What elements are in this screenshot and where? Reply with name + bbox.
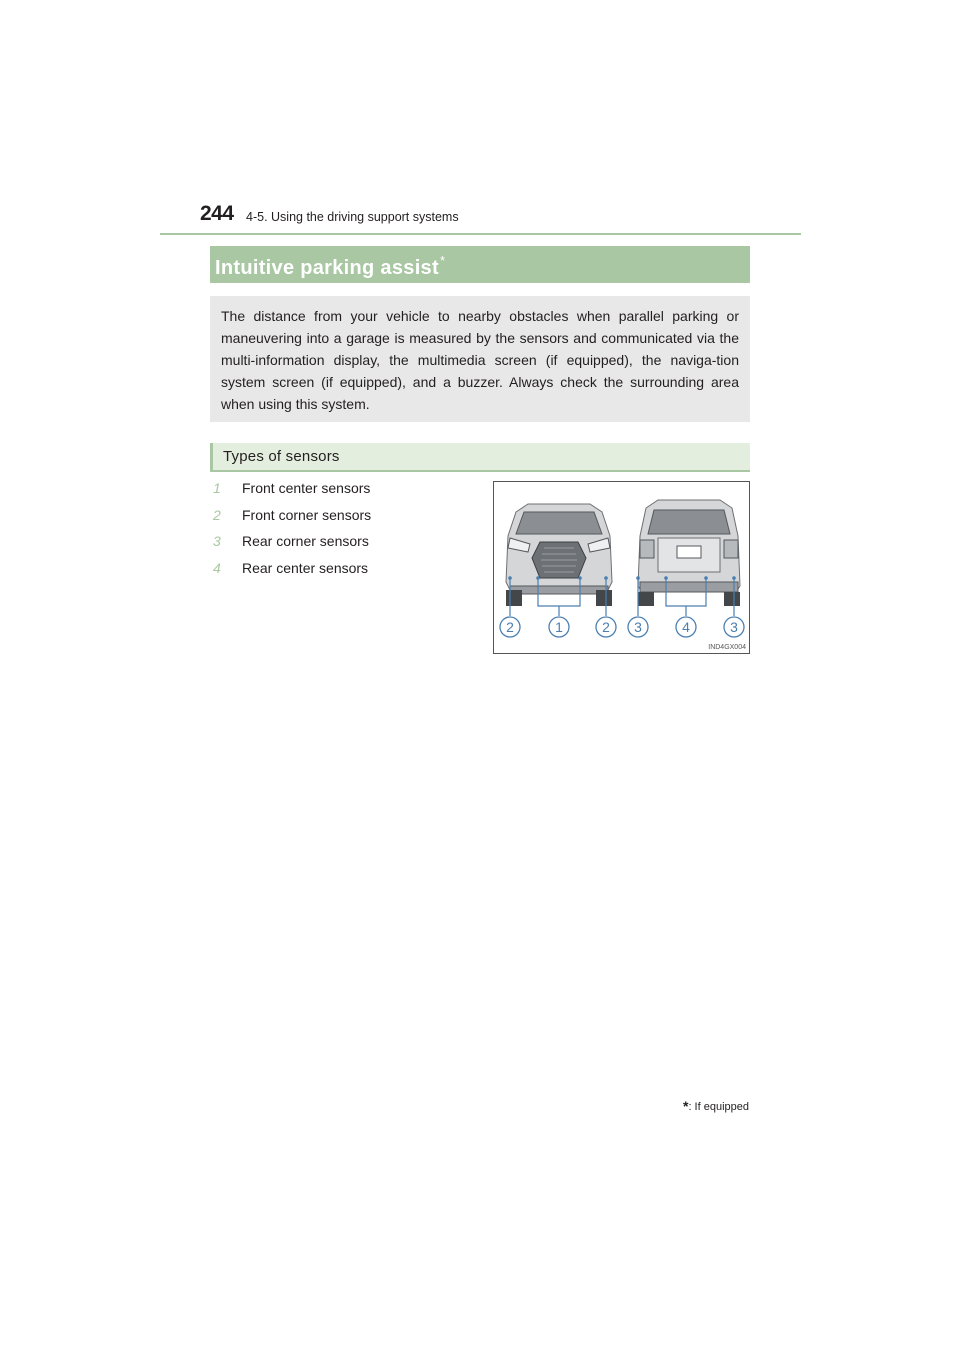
list-item [213, 477, 473, 504]
footnote-text: : If equipped [688, 1101, 749, 1113]
intro-text: The distance from your vehicle to nearby obstacles when parallel parking or maneuvering into a garage is measured by the sensors and communicated via the multi-information display, the multimedia screen (if equipped), the naviga-tion system screen (if equipped), and a buzzer. Always check the surrounding area when using this system. [221, 308, 739, 412]
item-label: Front corner sensors [242, 506, 372, 523]
figure-code: IND4GX004 [708, 644, 746, 651]
callout-label: 3 [730, 619, 738, 635]
title-bar [210, 246, 750, 283]
vehicle-rear-illustration [638, 500, 740, 606]
sensor-diagram [493, 481, 750, 654]
page-title [215, 253, 445, 280]
subheading: Types of sensors [223, 448, 340, 465]
vehicle-front-illustration [506, 504, 612, 606]
callout-label: 4 [682, 619, 690, 635]
footnote-marker: * [682, 1098, 689, 1114]
page-title-text: Intuitive parking assist [215, 257, 439, 279]
callout-label: 2 [602, 619, 610, 635]
page-number: 244 [200, 202, 234, 225]
list-item [213, 557, 473, 584]
item-label: Front center sensors [242, 480, 371, 496]
equipment-marker: * [439, 253, 446, 268]
item-label: Rear corner sensors [242, 533, 369, 550]
item-number: 2 [213, 506, 221, 523]
callout-label: 3 [634, 619, 642, 635]
sensor-list [213, 477, 473, 583]
subheading-bar [210, 443, 750, 472]
list-item [213, 530, 473, 557]
callout-label: 2 [506, 619, 514, 635]
header-rule [160, 233, 801, 235]
vehicle-illustration [494, 482, 749, 653]
callout-3-rear-left [628, 617, 648, 637]
callout-3-rear-right [724, 617, 744, 637]
callout-2-front-right [596, 617, 616, 637]
callout-2-front-left [500, 617, 520, 637]
callout-1-front-center [549, 617, 569, 637]
item-number: 1 [213, 480, 221, 496]
list-item [213, 504, 473, 531]
item-number: 4 [213, 559, 221, 576]
section-path: 4-5. Using the driving support systems [246, 210, 459, 224]
item-label: Rear center sensors [242, 559, 369, 576]
intro-box [210, 296, 750, 422]
callout-label: 1 [555, 619, 563, 635]
item-number: 3 [213, 533, 221, 550]
footnote [683, 1098, 749, 1114]
callout-4-rear-center [676, 617, 696, 637]
